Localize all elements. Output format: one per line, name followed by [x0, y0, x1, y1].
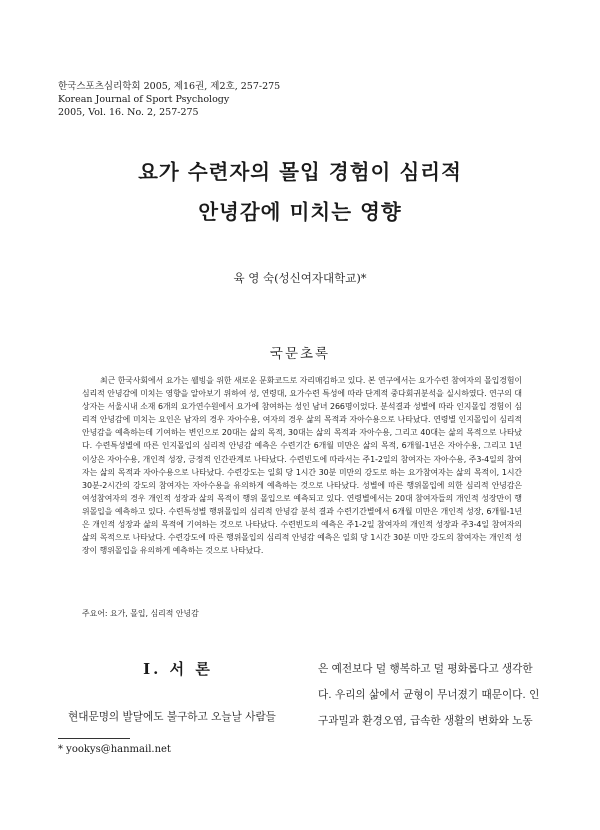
right-line-3: 구과밀과 환경오염, 급속한 생활의 변화와 노동 [318, 715, 533, 727]
title-line-1: 요가 수련자의 몰입 경험이 심리적 [138, 160, 462, 184]
journal-line-volume: 2005, Vol. 16. No. 2, 257-275 [58, 107, 199, 118]
right-line-2: 다. 우리의 삶에서 균형이 무너졌기 때문이다. 인 [318, 689, 540, 701]
left-column-text: 현대문명의 발달에도 불구하고 오늘날 사람들 [68, 711, 276, 723]
right-column-text [318, 656, 548, 734]
journal-line-english: Korean Journal of Sport Psychology [58, 94, 230, 105]
abstract-heading: 국문초록 [269, 346, 331, 362]
paper-title [0, 152, 600, 232]
footnote-rule [58, 738, 130, 739]
journal-header [58, 80, 280, 119]
journal-line-korean: 한국스포츠심리학회 2005, 제16권, 제2호, 257-275 [58, 81, 281, 92]
abstract-body [82, 374, 522, 557]
keywords: 주요어: 요가, 몰입, 심리적 안녕감 [82, 609, 199, 618]
abstract-text: 최근 한국사회에서 요가는 웰빙을 위한 새로운 문화코드로 자리매김하고 있다. 본 연구에서는 요가수련 참여자의 몰입경험이 심리적 안녕감에 미치는 영향을 알아보기 위하여 성, 연령대, 요가수련 특성에 따라 단계적 중다회귀분석을 실시하였다. 연구의 대상자는 서울시내 소재 6개의 요가연수원에서 요가에 참여하는 성인 남녀 266명이었다. 분석결과 성별에 따라 인지몰입 경험이 심리적 안녕감에 미치는 요인은 남자의 경우 자아수용, 여자의 경우 삶의 목적과 자아수용으로 나타났다. 연령별 인지몰입이 심리적 안녕감을 예측하는데 기여하는 변인으로 20대는 삶의 목적, 30대는 삶의 목적과 자아수용, 그리고 40대는 삶의 목적으로 나타났다. 수련특성별에 따른 인지몰입의 심리적 안녕감 예측은 수련기간 6개월 미만은 삶의 목적, 6개월-1년은 자아수용, 그리고 1년 이상은 자아수용, 개인적 성장, 긍정적 인간관계로 나타났다. 수련빈도에 따라서는 주1-2일의 참여자는 자아수용, 주3-4일의 참여자는 삶의 목적과 자아수용으로 나타났다. 수련강도는 일회 당 1시간 30분 미만의 강도로 하는 요가참여자는 삶의 목적이, 1시간30분-2시간의 강도의 참여자는 자아수용을 유의하게 예측하는 것으로 나타났다. 성별에 따른 행위몰입에 의한 심리적 안녕감은 여성참여자의 경우 개인적 성장과 삶의 목적이 행위 몰입으로 예측되고 있다. 연령별에서는 20대 참여자들의 개인적 성장만이 행위몰입을 예측하고 있다. 수련특성별 행위몰입의 심리적 안녕감 분석 결과 수련기간별에서 6개월 미만은 개인적 성장, 6개월-1년은 개인적 성장과 삶의 목적에 기여하는 것으로 나타났다. 수련빈도의 예측은 주1-2일 참여자의 개인적 성장과 주3-4일 참여자의 삶의 목적으로 나타났다. 수련강도에 따른 행위몰입의 심리적 안녕감 예측은 일회 당 1시간 30분 미만 강도의 참여자는 개인적 성장이 행위몰입을 유의하게 예측하는 것으로 나타났다. [82, 376, 522, 556]
author-line: 육 영 숙(성신여자대학교)* [233, 271, 367, 285]
title-line-2: 안녕감에 미치는 영향 [198, 200, 402, 224]
right-line-1: 은 예전보다 덜 행복하고 덜 평화롭다고 생각한 [318, 663, 533, 675]
section-title: I. 서 론 [143, 660, 213, 678]
footnote-email: * yookys@hanmail.net [58, 744, 171, 755]
